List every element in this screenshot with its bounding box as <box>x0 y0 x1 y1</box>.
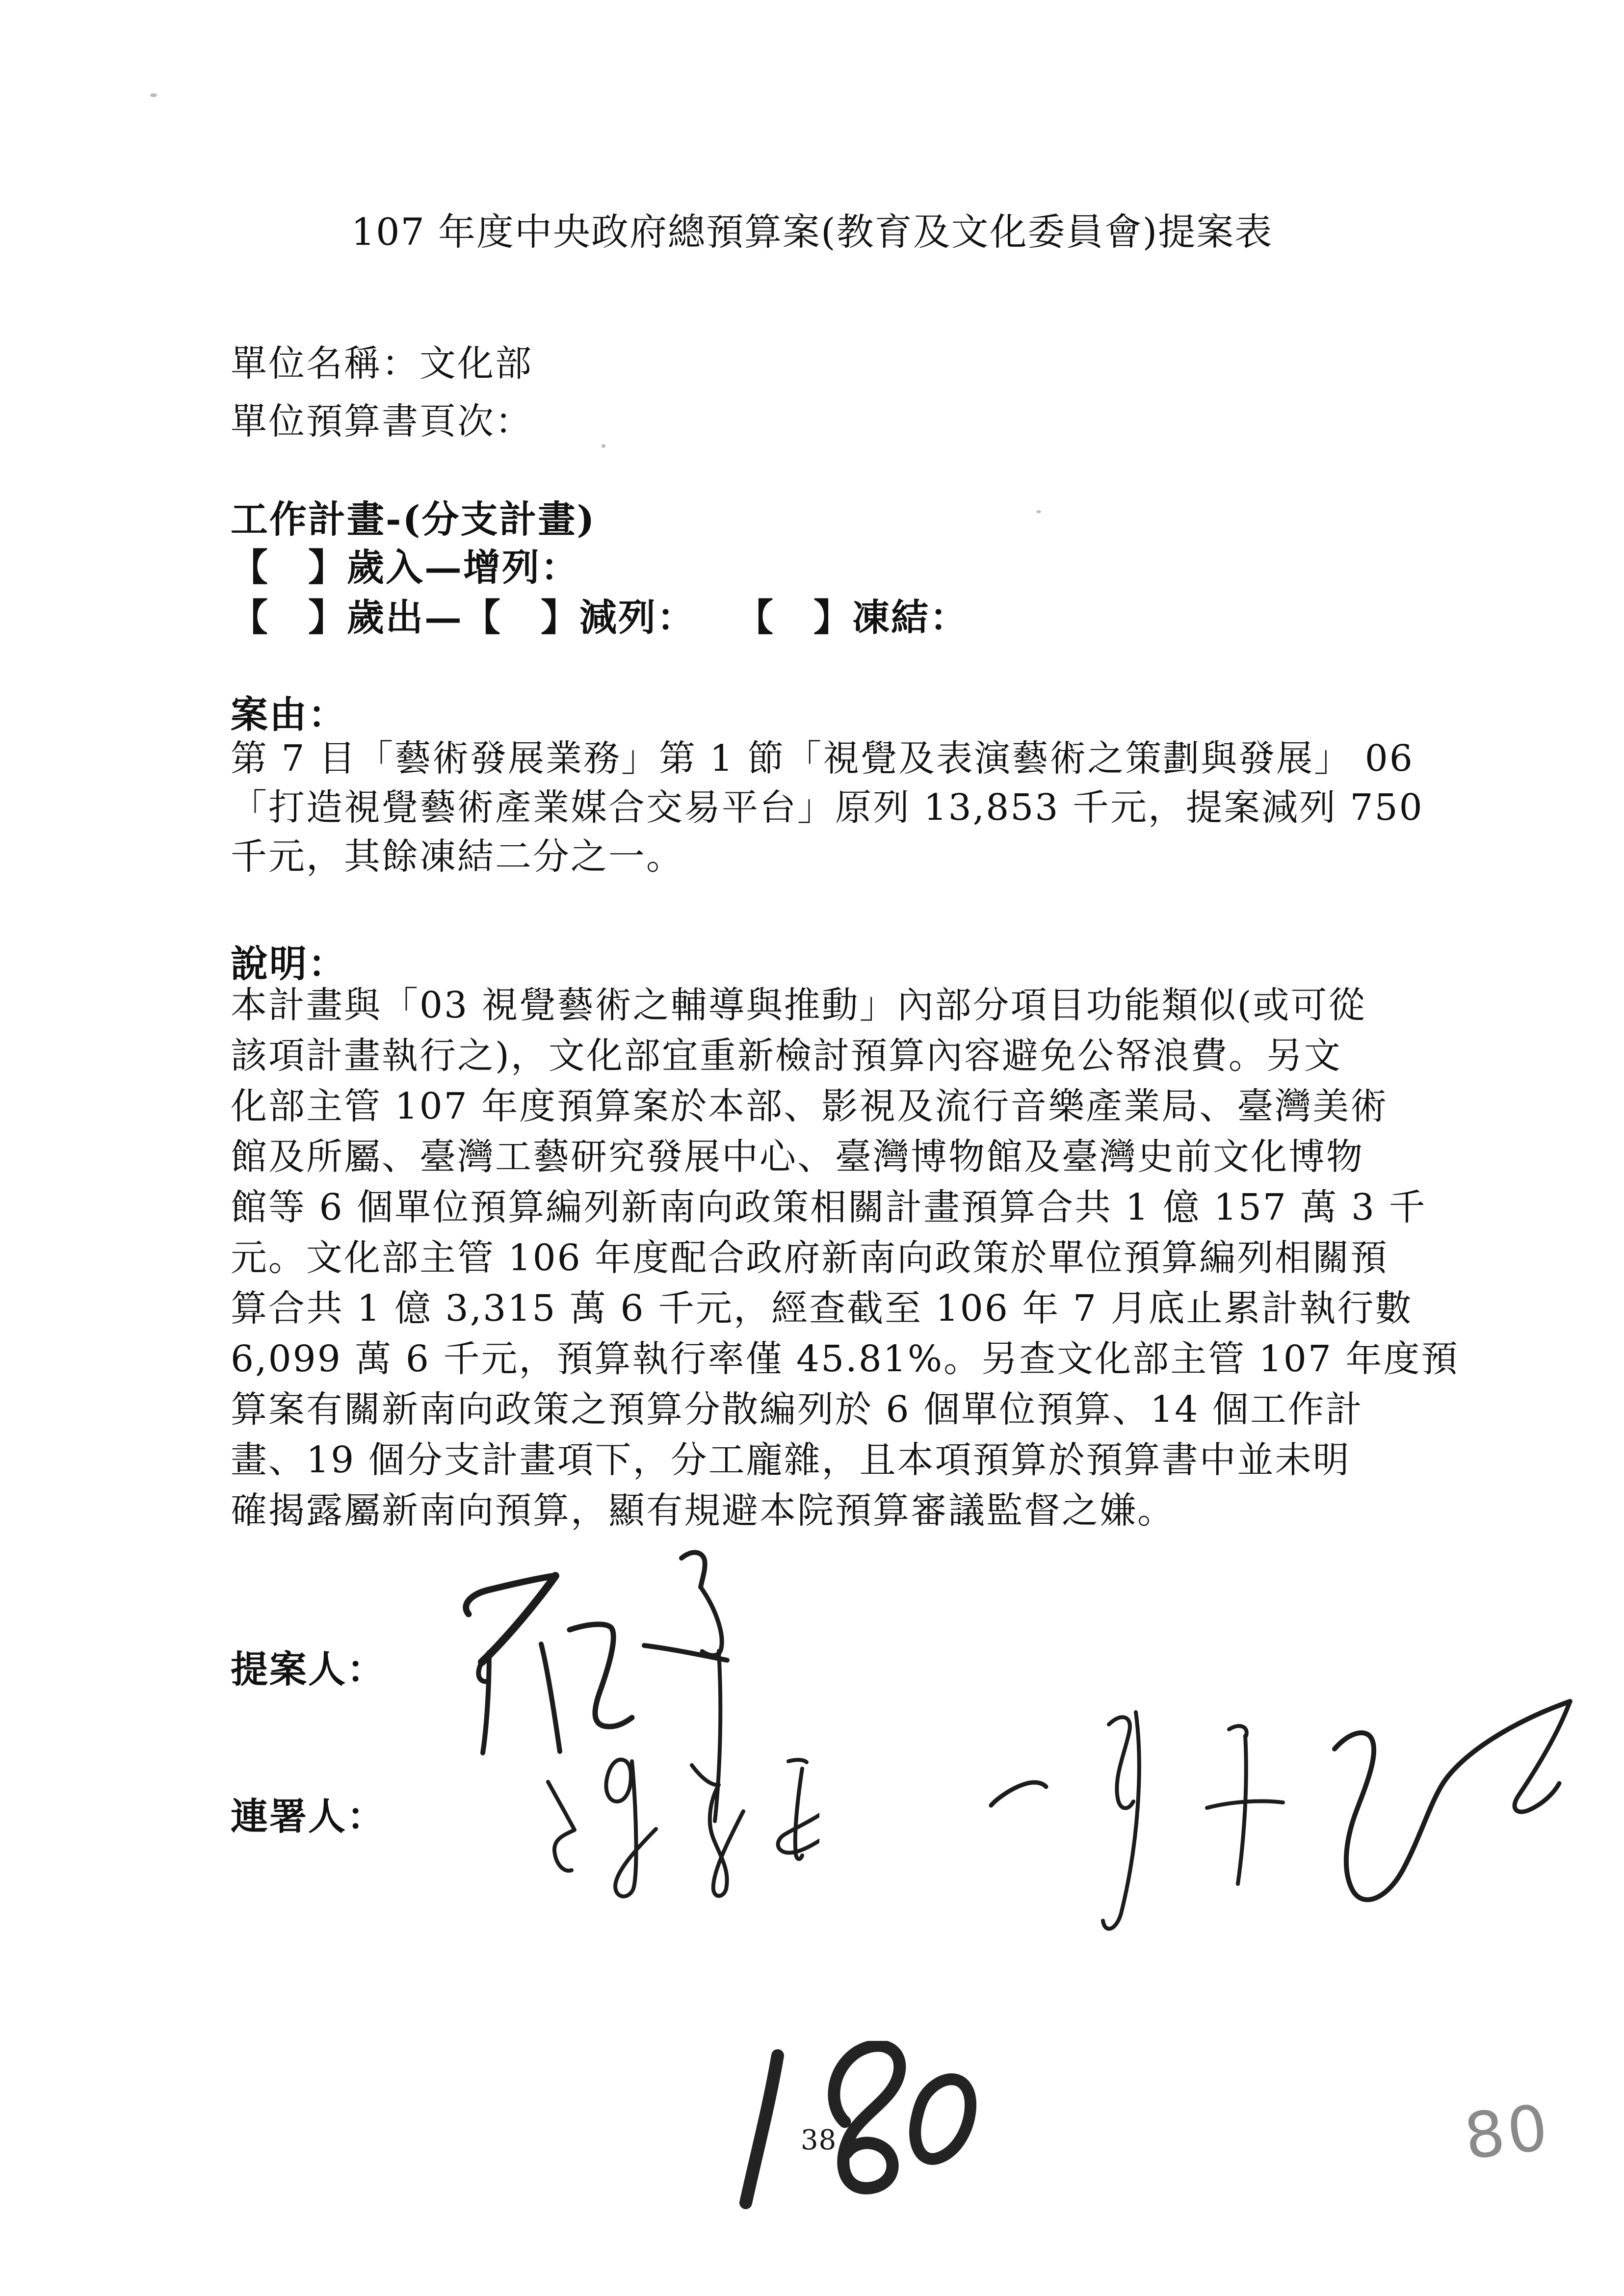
corner-handwritten-number: 80 <box>1460 2090 1555 2174</box>
cosigner-signature-2 <box>962 1683 1599 1967</box>
revenue-increase-line: 【 】歲入—增列： <box>231 546 579 589</box>
explanation-body <box>231 980 1459 1536</box>
text-line: 千元，其餘凍結二分之一。 <box>231 835 684 878</box>
text-line: 第 7 目「藝術發展業務」第 1 節「視覺及表演藝術之策劃與發展」 06 <box>231 737 1414 780</box>
text-line: 館等 6 個單位預算編列新南向政策相關計畫預算合共 1 億 157 萬 3 千 <box>231 1186 1427 1228</box>
cosigner-label: 連署人： <box>231 1795 386 1838</box>
work-plan-heading: 工作計畫-(分支計畫) <box>231 497 596 541</box>
handwritten-page-number <box>726 2041 981 2213</box>
text-line: 確揭露屬新南向預算，顯有規避本院預算審議監督之嫌。 <box>231 1489 1175 1532</box>
text-line: 本計畫與「03 視覺藝術之輔導與推動」內部分項目功能類似(或可從 <box>231 984 1366 1026</box>
text-line: 元。文化部主管 106 年度配合政府新南向政策於單位預算編列相關預 <box>231 1237 1388 1279</box>
unit-name-line: 單位名稱：文化部 <box>231 342 533 385</box>
text-line: 化部主管 107 年度預算案於本部、影視及流行音樂產業局、臺灣美術 <box>231 1085 1388 1127</box>
text-line: 該項計畫執行之)，文化部宜重新檢討預算內容避免公帑浪費。另文 <box>231 1035 1342 1077</box>
text-line: 6,099 萬 6 千元，預算執行率僅 45.81%。另查文化部主管 107 年度預 <box>231 1338 1459 1380</box>
scan-speck <box>602 444 605 448</box>
text-line: 算合共 1 億 3,315 萬 6 千元，經查截至 106 年 7 月底止累計執行數 <box>231 1287 1413 1330</box>
text-line: 「打造視覺藝術產業媒合交易平台」原列 13,853 千元，提案減列 750 <box>231 786 1424 829</box>
case-heading: 案由： <box>231 693 347 736</box>
cosigner-signature-1 <box>515 1756 819 1904</box>
expenditure-reduce-freeze-line: 【 】歲出—【 】減列： 【 】凍結： <box>231 596 969 639</box>
scan-speck <box>150 93 157 97</box>
case-body <box>231 734 1424 881</box>
explanation-heading: 說明： <box>231 942 347 986</box>
proposer-label: 提案人： <box>231 1647 386 1691</box>
scan-speck <box>1036 510 1041 513</box>
printed-page-number: 38 <box>801 2124 837 2156</box>
unit-budget-page-line: 單位預算書頁次： <box>231 400 533 443</box>
text-line: 畫、19 個分支計畫項下，分工龐雜，且本項預算於預算書中並未明 <box>231 1439 1351 1481</box>
text-line: 算案有關新南向政策之預算分散編列於 6 個單位預算、14 個工作計 <box>231 1388 1363 1431</box>
text-line: 館及所屬、臺灣工藝研究發展中心、臺灣博物館及臺灣史前文化博物 <box>231 1136 1364 1178</box>
page-title: 107 年度中央政府總預算案(教育及文化委員會)提案表 <box>351 210 1273 254</box>
